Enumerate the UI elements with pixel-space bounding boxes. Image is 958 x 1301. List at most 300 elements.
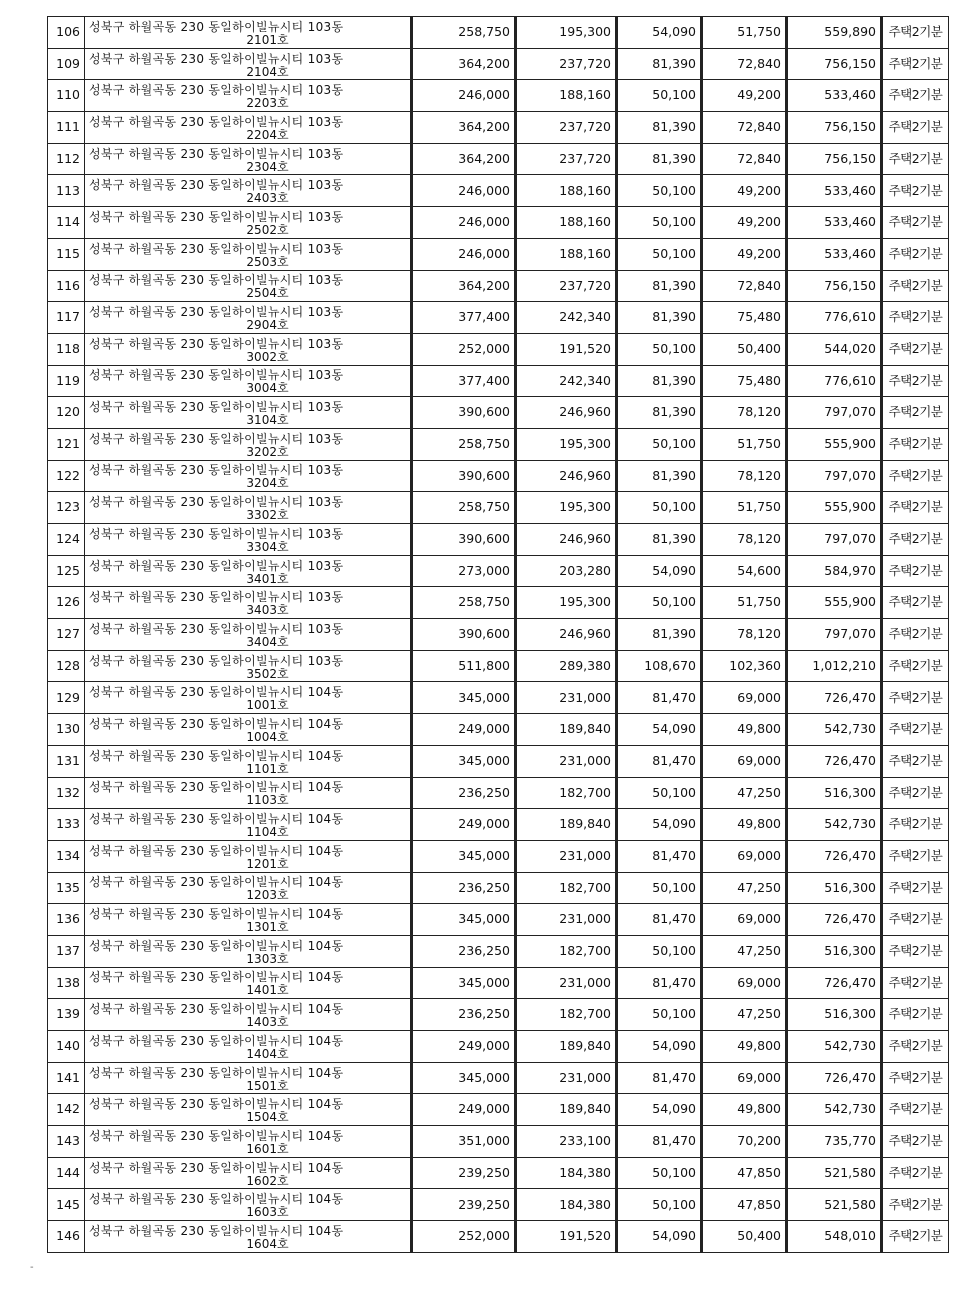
amount-3-cell: 54,090 [617,555,702,587]
row-number-cell: 132 [48,777,85,809]
total-cell: 542,730 [787,809,882,841]
amount-2-cell: 184,380 [516,1157,617,1189]
amount-2-cell: 182,700 [516,777,617,809]
amount-3-cell: 81,390 [617,619,702,651]
unit-number: 3403호 [246,603,289,618]
amount-3-cell: 50,100 [617,80,702,112]
address-line: 성북구 하월곡동 230 동일하이빌뉴시티 104동 [89,748,344,763]
table-row [48,1126,949,1158]
row-number-cell: 138 [48,967,85,999]
tax-type-cell: 주택2기분 [882,492,949,524]
amount-1-cell: 258,750 [412,17,516,49]
amount-3-cell: 81,470 [617,682,702,714]
address-line: 성북구 하월곡동 230 동일하이빌뉴시티 104동 [89,938,344,953]
amount-2-cell: 191,520 [516,1221,617,1253]
address-cell [85,619,412,651]
row-number-cell: 111 [48,112,85,144]
amount-1-cell: 273,000 [412,555,516,587]
amount-3-cell: 50,100 [617,872,702,904]
table-row [48,619,949,651]
table-row [48,80,949,112]
table-row [48,238,949,270]
amount-2-cell: 189,840 [516,1094,617,1126]
amount-2-cell: 231,000 [516,745,617,777]
unit-number: 3004호 [246,381,289,396]
tax-type-cell: 주택2기분 [882,143,949,175]
amount-2-cell: 195,300 [516,428,617,460]
amount-4-cell: 49,800 [702,809,787,841]
address-line: 성북구 하월곡동 230 동일하이빌뉴시티 104동 [89,1128,344,1143]
amount-1-cell: 246,000 [412,80,516,112]
amount-3-cell: 81,390 [617,48,702,80]
row-number-cell: 131 [48,745,85,777]
amount-4-cell: 51,750 [702,492,787,524]
row-number-cell: 127 [48,619,85,651]
amount-2-cell: 231,000 [516,682,617,714]
address-line: 성북구 하월곡동 230 동일하이빌뉴시티 104동 [89,1065,344,1080]
address-line: 성북구 하월곡동 230 동일하이빌뉴시티 103동 [89,431,344,446]
unit-number: 2503호 [246,254,289,269]
amount-3-cell: 81,470 [617,1126,702,1158]
address-cell [85,524,412,556]
amount-3-cell: 54,090 [617,1094,702,1126]
amount-2-cell: 195,300 [516,17,617,49]
address-cell [85,80,412,112]
table-row [48,935,949,967]
amount-1-cell: 246,000 [412,175,516,207]
row-number-cell: 128 [48,650,85,682]
amount-1-cell: 390,600 [412,619,516,651]
address-line: 성북구 하월곡동 230 동일하이빌뉴시티 103동 [89,19,344,34]
amount-3-cell: 50,100 [617,175,702,207]
amount-3-cell: 54,090 [617,1031,702,1063]
amount-1-cell: 345,000 [412,682,516,714]
address-line: 성북구 하월곡동 230 동일하이빌뉴시티 103동 [89,83,344,98]
tax-type-cell: 주택2기분 [882,904,949,936]
row-number-cell: 120 [48,397,85,429]
amount-4-cell: 69,000 [702,967,787,999]
table-row [48,17,949,49]
total-cell: 542,730 [787,714,882,746]
amount-4-cell: 102,360 [702,650,787,682]
amount-1-cell: 345,000 [412,904,516,936]
unit-number: 3002호 [246,349,289,364]
total-cell: 521,580 [787,1189,882,1221]
total-cell: 756,150 [787,143,882,175]
row-number-cell: 118 [48,333,85,365]
amount-2-cell: 189,840 [516,809,617,841]
amount-4-cell: 78,120 [702,460,787,492]
row-number-cell: 116 [48,270,85,302]
amount-4-cell: 49,200 [702,238,787,270]
amount-3-cell: 81,390 [617,302,702,334]
tax-type-cell: 주택2기분 [882,555,949,587]
address-line: 성북구 하월곡동 230 동일하이빌뉴시티 103동 [89,209,344,224]
amount-2-cell: 188,160 [516,175,617,207]
table-row [48,48,949,80]
address-line: 성북구 하월곡동 230 동일하이빌뉴시티 103동 [89,241,344,256]
row-number-cell: 139 [48,999,85,1031]
row-number-cell: 110 [48,80,85,112]
address-cell [85,460,412,492]
amount-4-cell: 49,800 [702,1031,787,1063]
amount-3-cell: 50,100 [617,587,702,619]
table-row [48,967,949,999]
amount-4-cell: 49,200 [702,207,787,239]
total-cell: 726,470 [787,745,882,777]
table-row [48,143,949,175]
tax-type-cell: 주택2기분 [882,460,949,492]
table-row [48,1221,949,1253]
amount-2-cell: 195,300 [516,587,617,619]
total-cell: 776,610 [787,365,882,397]
tax-type-cell: 주택2기분 [882,80,949,112]
total-cell: 797,070 [787,460,882,492]
table-row [48,524,949,556]
amount-4-cell: 72,840 [702,48,787,80]
amount-1-cell: 345,000 [412,967,516,999]
amount-3-cell: 50,100 [617,428,702,460]
address-line: 성북구 하월곡동 230 동일하이빌뉴시티 104동 [89,843,344,858]
unit-number: 1404호 [246,1046,289,1061]
row-number-cell: 145 [48,1189,85,1221]
address-line: 성북구 하월곡동 230 동일하이빌뉴시티 103동 [89,178,344,193]
table-row [48,397,949,429]
row-number-cell: 106 [48,17,85,49]
amount-1-cell: 364,200 [412,270,516,302]
amount-2-cell: 237,720 [516,270,617,302]
tax-type-cell: 주택2기분 [882,714,949,746]
amount-3-cell: 108,670 [617,650,702,682]
table-row [48,492,949,524]
amount-2-cell: 203,280 [516,555,617,587]
row-number-cell: 125 [48,555,85,587]
row-number-cell: 144 [48,1157,85,1189]
amount-1-cell: 390,600 [412,460,516,492]
address-cell [85,904,412,936]
amount-3-cell: 81,390 [617,460,702,492]
amount-4-cell: 70,200 [702,1126,787,1158]
tax-type-cell: 주택2기분 [882,1062,949,1094]
row-number-cell: 136 [48,904,85,936]
amount-2-cell: 195,300 [516,492,617,524]
tax-type-cell: 주택2기분 [882,333,949,365]
amount-1-cell: 239,250 [412,1157,516,1189]
amount-4-cell: 49,800 [702,1094,787,1126]
total-cell: 756,150 [787,48,882,80]
unit-number: 3302호 [246,508,289,523]
amount-4-cell: 75,480 [702,302,787,334]
amount-2-cell: 182,700 [516,872,617,904]
row-number-cell: 137 [48,935,85,967]
total-cell: 1,012,210 [787,650,882,682]
unit-number: 1001호 [246,698,289,713]
table-row [48,1157,949,1189]
amount-3-cell: 81,390 [617,270,702,302]
address-cell [85,935,412,967]
unit-number: 2104호 [246,64,289,79]
tax-type-cell: 주택2기분 [882,682,949,714]
amount-1-cell: 377,400 [412,302,516,334]
address-cell [85,1094,412,1126]
amount-2-cell: 188,160 [516,238,617,270]
tax-type-cell: 주택2기분 [882,587,949,619]
unit-number: 1403호 [246,1015,289,1030]
total-cell: 533,460 [787,238,882,270]
address-line: 성북구 하월곡동 230 동일하이빌뉴시티 104동 [89,1192,344,1207]
row-number-cell: 123 [48,492,85,524]
amount-4-cell: 47,250 [702,872,787,904]
amount-3-cell: 81,470 [617,967,702,999]
amount-2-cell: 231,000 [516,1062,617,1094]
address-line: 성북구 하월곡동 230 동일하이빌뉴시티 104동 [89,685,344,700]
unit-number: 3401호 [246,571,289,586]
tax-type-cell: 주택2기분 [882,745,949,777]
unit-number: 2904호 [246,318,289,333]
tax-type-cell: 주택2기분 [882,872,949,904]
unit-number: 1203호 [246,888,289,903]
row-number-cell: 141 [48,1062,85,1094]
address-cell [85,397,412,429]
total-cell: 735,770 [787,1126,882,1158]
amount-2-cell: 246,960 [516,619,617,651]
amount-4-cell: 51,750 [702,587,787,619]
row-number-cell: 121 [48,428,85,460]
unit-number: 1303호 [246,951,289,966]
total-cell: 555,900 [787,587,882,619]
amount-1-cell: 246,000 [412,207,516,239]
unit-number: 2101호 [246,32,289,47]
amount-2-cell: 246,960 [516,460,617,492]
amount-4-cell: 47,850 [702,1189,787,1221]
total-cell: 797,070 [787,524,882,556]
unit-number: 1504호 [246,1110,289,1125]
address-cell [85,1157,412,1189]
total-cell: 533,460 [787,207,882,239]
unit-number: 2403호 [246,191,289,206]
table-row [48,809,949,841]
amount-1-cell: 390,600 [412,397,516,429]
table-row [48,650,949,682]
address-cell [85,143,412,175]
amount-4-cell: 47,250 [702,935,787,967]
address-cell [85,650,412,682]
unit-number: 1501호 [246,1078,289,1093]
amount-2-cell: 237,720 [516,112,617,144]
table-row [48,999,949,1031]
amount-1-cell: 345,000 [412,745,516,777]
row-number-cell: 126 [48,587,85,619]
address-line: 성북구 하월곡동 230 동일하이빌뉴시티 103동 [89,146,344,161]
address-cell [85,238,412,270]
address-cell [85,333,412,365]
amount-1-cell: 390,600 [412,524,516,556]
amount-1-cell: 511,800 [412,650,516,682]
table-row [48,1094,949,1126]
amount-1-cell: 246,000 [412,238,516,270]
address-cell [85,999,412,1031]
address-cell [85,714,412,746]
amount-1-cell: 249,000 [412,1031,516,1063]
total-cell: 555,900 [787,492,882,524]
unit-number: 1104호 [246,825,289,840]
amount-2-cell: 289,380 [516,650,617,682]
total-cell: 516,300 [787,935,882,967]
tax-type-cell: 주택2기분 [882,1126,949,1158]
amount-1-cell: 377,400 [412,365,516,397]
row-number-cell: 117 [48,302,85,334]
amount-3-cell: 50,100 [617,1157,702,1189]
amount-3-cell: 50,100 [617,1189,702,1221]
address-line: 성북구 하월곡동 230 동일하이빌뉴시티 104동 [89,1160,344,1175]
unit-number: 2502호 [246,222,289,237]
amount-4-cell: 78,120 [702,619,787,651]
address-line: 성북구 하월곡동 230 동일하이빌뉴시티 103동 [89,621,344,636]
tax-type-cell: 주택2기분 [882,397,949,429]
address-cell [85,302,412,334]
unit-number: 1401호 [246,983,289,998]
amount-1-cell: 364,200 [412,112,516,144]
table-row [48,365,949,397]
row-number-cell: 122 [48,460,85,492]
amount-3-cell: 81,390 [617,365,702,397]
amount-4-cell: 50,400 [702,333,787,365]
tax-type-cell: 주택2기분 [882,619,949,651]
amount-1-cell: 236,250 [412,872,516,904]
address-cell [85,428,412,460]
address-line: 성북구 하월곡동 230 동일하이빌뉴시티 103동 [89,653,344,668]
amount-4-cell: 69,000 [702,840,787,872]
tax-type-cell: 주택2기분 [882,365,949,397]
table-row [48,1062,949,1094]
amount-1-cell: 252,000 [412,333,516,365]
tax-type-cell: 주택2기분 [882,302,949,334]
address-cell [85,1126,412,1158]
amount-2-cell: 231,000 [516,840,617,872]
address-cell [85,587,412,619]
amount-4-cell: 47,250 [702,999,787,1031]
total-cell: 544,020 [787,333,882,365]
amount-4-cell: 78,120 [702,397,787,429]
row-number-cell: 109 [48,48,85,80]
unit-number: 1004호 [246,729,289,744]
table-row [48,112,949,144]
total-cell: 756,150 [787,112,882,144]
unit-number: 1601호 [246,1141,289,1156]
amount-4-cell: 47,850 [702,1157,787,1189]
amount-3-cell: 81,390 [617,112,702,144]
row-number-cell: 134 [48,840,85,872]
address-cell [85,1031,412,1063]
address-line: 성북구 하월곡동 230 동일하이빌뉴시티 103동 [89,463,344,478]
table-row [48,1189,949,1221]
amount-3-cell: 54,090 [617,1221,702,1253]
amount-4-cell: 69,000 [702,904,787,936]
address-cell [85,682,412,714]
tax-type-cell: 주택2기분 [882,524,949,556]
amount-1-cell: 249,000 [412,1094,516,1126]
tax-type-cell: 주택2기분 [882,48,949,80]
address-cell [85,207,412,239]
address-line: 성북구 하월곡동 230 동일하이빌뉴시티 103동 [89,495,344,510]
row-number-cell: 130 [48,714,85,746]
amount-3-cell: 50,100 [617,999,702,1031]
total-cell: 756,150 [787,270,882,302]
amount-1-cell: 236,250 [412,999,516,1031]
table-row [48,840,949,872]
address-cell [85,17,412,49]
tax-type-cell: 주택2기분 [882,967,949,999]
table-row [48,302,949,334]
row-number-cell: 146 [48,1221,85,1253]
address-line: 성북구 하월곡동 230 동일하이빌뉴시티 103동 [89,526,344,541]
tax-type-cell: 주택2기분 [882,840,949,872]
amount-1-cell: 252,000 [412,1221,516,1253]
row-number-cell: 135 [48,872,85,904]
total-cell: 797,070 [787,619,882,651]
amount-2-cell: 237,720 [516,48,617,80]
tax-type-cell: 주택2기분 [882,1031,949,1063]
amount-3-cell: 54,090 [617,17,702,49]
amount-2-cell: 189,840 [516,714,617,746]
total-cell: 533,460 [787,175,882,207]
tax-type-cell: 주택2기분 [882,1157,949,1189]
address-line: 성북구 하월곡동 230 동일하이빌뉴시티 103동 [89,336,344,351]
amount-1-cell: 236,250 [412,777,516,809]
row-number-cell: 140 [48,1031,85,1063]
amount-1-cell: 364,200 [412,143,516,175]
address-cell [85,555,412,587]
table-row [48,333,949,365]
amount-3-cell: 81,470 [617,1062,702,1094]
table-row [48,777,949,809]
amount-4-cell: 72,840 [702,270,787,302]
amount-4-cell: 54,600 [702,555,787,587]
unit-number: 1201호 [246,856,289,871]
footer-mark: - [30,1262,34,1273]
amount-1-cell: 364,200 [412,48,516,80]
amount-4-cell: 49,200 [702,80,787,112]
amount-1-cell: 345,000 [412,1062,516,1094]
tax-type-cell: 주택2기분 [882,999,949,1031]
address-line: 성북구 하월곡동 230 동일하이빌뉴시티 104동 [89,716,344,731]
amount-3-cell: 50,100 [617,238,702,270]
amount-2-cell: 182,700 [516,935,617,967]
address-cell [85,840,412,872]
amount-4-cell: 69,000 [702,682,787,714]
amount-2-cell: 231,000 [516,904,617,936]
amount-3-cell: 50,100 [617,333,702,365]
unit-number: 1101호 [246,761,289,776]
address-line: 성북구 하월곡동 230 동일하이빌뉴시티 104동 [89,1033,344,1048]
row-number-cell: 112 [48,143,85,175]
amount-2-cell: 188,160 [516,207,617,239]
total-cell: 516,300 [787,777,882,809]
tax-type-cell: 주택2기분 [882,1221,949,1253]
tax-type-cell: 주택2기분 [882,207,949,239]
address-line: 성북구 하월곡동 230 동일하이빌뉴시티 104동 [89,812,344,827]
amount-4-cell: 72,840 [702,143,787,175]
total-cell: 521,580 [787,1157,882,1189]
table-row [48,682,949,714]
address-line: 성북구 하월곡동 230 동일하이빌뉴시티 104동 [89,780,344,795]
address-line: 성북구 하월곡동 230 동일하이빌뉴시티 103동 [89,305,344,320]
amount-2-cell: 231,000 [516,967,617,999]
amount-4-cell: 51,750 [702,17,787,49]
amount-1-cell: 239,250 [412,1189,516,1221]
unit-number: 3104호 [246,413,289,428]
tax-type-cell: 주택2기분 [882,777,949,809]
